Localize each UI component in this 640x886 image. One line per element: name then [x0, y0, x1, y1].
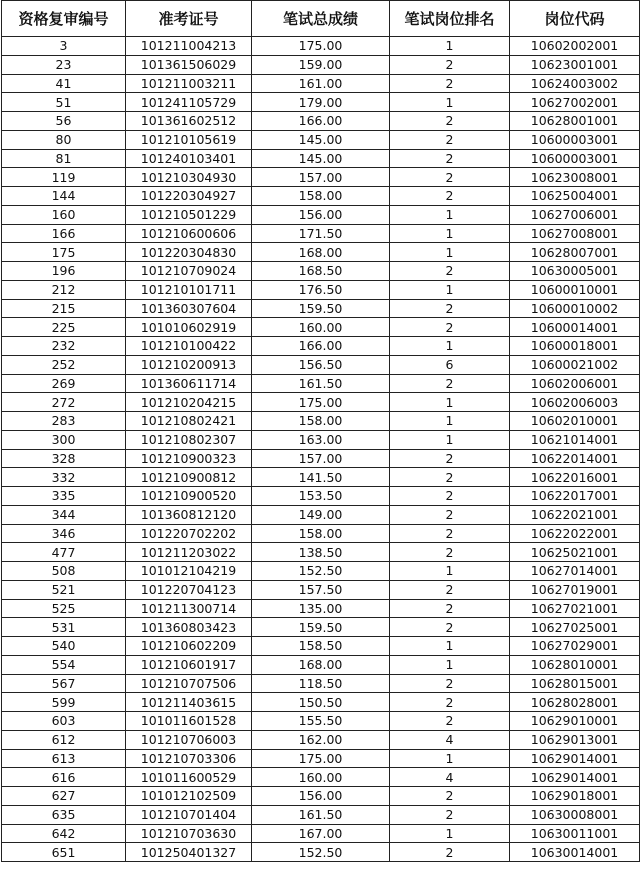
table-row — [2, 674, 640, 693]
cell-total-score: 160.00 — [252, 318, 390, 337]
cell-position-rank: 2 — [390, 262, 510, 281]
table-row — [2, 168, 640, 187]
cell-admission-ticket: 101361506029 — [126, 55, 252, 74]
cell-position-rank: 2 — [390, 505, 510, 524]
cell-position-rank: 2 — [390, 487, 510, 506]
cell-position-code: 10628028001 — [510, 693, 640, 712]
cell-admission-ticket: 101210600606 — [126, 224, 252, 243]
cell-review-number: 215 — [2, 299, 126, 318]
cell-admission-ticket: 101210200913 — [126, 355, 252, 374]
table-row — [2, 843, 640, 862]
cell-total-score: 158.50 — [252, 637, 390, 656]
cell-admission-ticket: 101210602209 — [126, 637, 252, 656]
cell-position-rank: 2 — [390, 787, 510, 806]
cell-position-rank: 2 — [390, 618, 510, 637]
cell-position-rank: 1 — [390, 337, 510, 356]
cell-position-rank: 2 — [390, 805, 510, 824]
cell-admission-ticket: 101211203022 — [126, 543, 252, 562]
cell-total-score: 175.00 — [252, 393, 390, 412]
cell-position-rank: 2 — [390, 843, 510, 862]
cell-position-code: 10624003002 — [510, 74, 640, 93]
table-row — [2, 468, 640, 487]
cell-review-number: 300 — [2, 430, 126, 449]
table-row — [2, 637, 640, 656]
cell-admission-ticket: 101240103401 — [126, 149, 252, 168]
cell-total-score: 153.50 — [252, 487, 390, 506]
table-row — [2, 599, 640, 618]
cell-review-number: 603 — [2, 712, 126, 731]
cell-position-code: 10622016001 — [510, 468, 640, 487]
cell-total-score: 163.00 — [252, 430, 390, 449]
table-row — [2, 787, 640, 806]
cell-admission-ticket: 101010602919 — [126, 318, 252, 337]
table-row — [2, 149, 640, 168]
cell-review-number: 344 — [2, 505, 126, 524]
table-row — [2, 318, 640, 337]
cell-position-rank: 1 — [390, 243, 510, 262]
cell-position-rank: 2 — [390, 449, 510, 468]
cell-review-number: 613 — [2, 749, 126, 768]
cell-admission-ticket: 101210703306 — [126, 749, 252, 768]
cell-admission-ticket: 101220304927 — [126, 187, 252, 206]
cell-position-rank: 1 — [390, 37, 510, 56]
cell-review-number: 521 — [2, 580, 126, 599]
cell-position-code: 10629014001 — [510, 749, 640, 768]
cell-total-score: 160.00 — [252, 768, 390, 787]
cell-admission-ticket: 101220304830 — [126, 243, 252, 262]
cell-position-rank: 2 — [390, 599, 510, 618]
cell-admission-ticket: 101210802307 — [126, 430, 252, 449]
header-position-code: 岗位代码 — [510, 1, 640, 37]
cell-total-score: 157.00 — [252, 168, 390, 187]
table-row — [2, 112, 640, 131]
cell-review-number: 599 — [2, 693, 126, 712]
cell-admission-ticket: 101360611714 — [126, 374, 252, 393]
cell-position-code: 10627002001 — [510, 93, 640, 112]
cell-position-rank: 2 — [390, 524, 510, 543]
cell-position-rank: 2 — [390, 374, 510, 393]
cell-admission-ticket: 101210703630 — [126, 824, 252, 843]
cell-position-rank: 2 — [390, 468, 510, 487]
cell-admission-ticket: 101012104219 — [126, 562, 252, 581]
cell-position-code: 10628010001 — [510, 655, 640, 674]
cell-total-score: 168.00 — [252, 243, 390, 262]
cell-position-code: 10629010001 — [510, 712, 640, 731]
cell-admission-ticket: 101211403615 — [126, 693, 252, 712]
cell-review-number: 269 — [2, 374, 126, 393]
cell-position-code: 10602006001 — [510, 374, 640, 393]
cell-total-score: 152.50 — [252, 562, 390, 581]
table-row — [2, 824, 640, 843]
cell-position-rank: 2 — [390, 55, 510, 74]
cell-admission-ticket: 101210501229 — [126, 205, 252, 224]
cell-position-code: 10627014001 — [510, 562, 640, 581]
cell-position-rank: 2 — [390, 149, 510, 168]
cell-position-rank: 2 — [390, 112, 510, 131]
cell-review-number: 56 — [2, 112, 126, 131]
cell-position-code: 10602002001 — [510, 37, 640, 56]
cell-admission-ticket: 101220704123 — [126, 580, 252, 599]
header-admission-ticket: 准考证号 — [126, 1, 252, 37]
cell-total-score: 162.00 — [252, 730, 390, 749]
cell-position-code: 10600003001 — [510, 149, 640, 168]
cell-admission-ticket: 101211004213 — [126, 37, 252, 56]
cell-review-number: 166 — [2, 224, 126, 243]
table-row — [2, 618, 640, 637]
table-row — [2, 205, 640, 224]
table-row — [2, 449, 640, 468]
cell-admission-ticket: 101250401327 — [126, 843, 252, 862]
cell-review-number: 81 — [2, 149, 126, 168]
cell-position-code: 10625021001 — [510, 543, 640, 562]
cell-position-rank: 2 — [390, 543, 510, 562]
cell-admission-ticket: 101012102509 — [126, 787, 252, 806]
exam-results-table — [1, 0, 640, 862]
cell-review-number: 567 — [2, 674, 126, 693]
cell-admission-ticket: 101211003211 — [126, 74, 252, 93]
table-row — [2, 224, 640, 243]
table-row — [2, 243, 640, 262]
cell-review-number: 119 — [2, 168, 126, 187]
cell-admission-ticket: 101360803423 — [126, 618, 252, 637]
table-row — [2, 749, 640, 768]
cell-position-code: 10623008001 — [510, 168, 640, 187]
table-row — [2, 262, 640, 281]
cell-position-code: 10629018001 — [510, 787, 640, 806]
cell-total-score: 150.50 — [252, 693, 390, 712]
cell-review-number: 272 — [2, 393, 126, 412]
cell-total-score: 168.50 — [252, 262, 390, 281]
cell-admission-ticket: 101210706003 — [126, 730, 252, 749]
cell-review-number: 508 — [2, 562, 126, 581]
cell-total-score: 158.00 — [252, 412, 390, 431]
cell-admission-ticket: 101210900323 — [126, 449, 252, 468]
cell-position-code: 10628001001 — [510, 112, 640, 131]
table-row — [2, 655, 640, 674]
cell-total-score: 156.00 — [252, 205, 390, 224]
cell-position-rank: 2 — [390, 580, 510, 599]
cell-admission-ticket: 101210802421 — [126, 412, 252, 431]
cell-admission-ticket: 101011600529 — [126, 768, 252, 787]
table-row — [2, 74, 640, 93]
cell-admission-ticket: 101211300714 — [126, 599, 252, 618]
cell-position-rank: 2 — [390, 130, 510, 149]
cell-position-rank: 2 — [390, 693, 510, 712]
header-row — [2, 1, 640, 37]
cell-total-score: 167.00 — [252, 824, 390, 843]
table-row — [2, 412, 640, 431]
cell-admission-ticket: 101361602512 — [126, 112, 252, 131]
cell-total-score: 159.00 — [252, 55, 390, 74]
cell-position-rank: 1 — [390, 205, 510, 224]
cell-review-number: 41 — [2, 74, 126, 93]
cell-review-number: 328 — [2, 449, 126, 468]
cell-review-number: 23 — [2, 55, 126, 74]
table-row — [2, 693, 640, 712]
cell-position-code: 10600018001 — [510, 337, 640, 356]
cell-position-rank: 1 — [390, 224, 510, 243]
cell-review-number: 477 — [2, 543, 126, 562]
cell-total-score: 159.50 — [252, 299, 390, 318]
cell-position-rank: 4 — [390, 768, 510, 787]
table-row — [2, 524, 640, 543]
cell-admission-ticket: 101360307604 — [126, 299, 252, 318]
cell-admission-ticket: 101210204215 — [126, 393, 252, 412]
table-row — [2, 505, 640, 524]
cell-total-score: 145.00 — [252, 130, 390, 149]
cell-total-score: 168.00 — [252, 655, 390, 674]
cell-review-number: 540 — [2, 637, 126, 656]
cell-admission-ticket: 101210105619 — [126, 130, 252, 149]
cell-review-number: 175 — [2, 243, 126, 262]
cell-total-score: 166.00 — [252, 337, 390, 356]
cell-admission-ticket: 101210701404 — [126, 805, 252, 824]
cell-total-score: 118.50 — [252, 674, 390, 693]
cell-total-score: 149.00 — [252, 505, 390, 524]
cell-position-code: 10625004001 — [510, 187, 640, 206]
cell-position-rank: 2 — [390, 187, 510, 206]
cell-admission-ticket: 101210900812 — [126, 468, 252, 487]
cell-total-score: 157.00 — [252, 449, 390, 468]
table-row — [2, 374, 640, 393]
table-row — [2, 130, 640, 149]
table-row — [2, 337, 640, 356]
cell-review-number: 232 — [2, 337, 126, 356]
table-row — [2, 768, 640, 787]
table-row — [2, 93, 640, 112]
cell-admission-ticket: 101360812120 — [126, 505, 252, 524]
cell-review-number: 335 — [2, 487, 126, 506]
cell-position-code: 10627025001 — [510, 618, 640, 637]
cell-total-score: 156.50 — [252, 355, 390, 374]
cell-total-score: 161.50 — [252, 374, 390, 393]
cell-review-number: 51 — [2, 93, 126, 112]
cell-position-code: 10600021002 — [510, 355, 640, 374]
cell-position-code: 10627019001 — [510, 580, 640, 599]
cell-position-code: 10627029001 — [510, 637, 640, 656]
cell-review-number: 144 — [2, 187, 126, 206]
table-row — [2, 187, 640, 206]
cell-admission-ticket: 101210100422 — [126, 337, 252, 356]
cell-review-number: 3 — [2, 37, 126, 56]
table-row — [2, 355, 640, 374]
cell-review-number: 160 — [2, 205, 126, 224]
cell-review-number: 642 — [2, 824, 126, 843]
cell-position-rank: 2 — [390, 674, 510, 693]
cell-position-code: 10621014001 — [510, 430, 640, 449]
cell-position-rank: 1 — [390, 655, 510, 674]
cell-review-number: 332 — [2, 468, 126, 487]
cell-total-score: 141.50 — [252, 468, 390, 487]
cell-position-code: 10630008001 — [510, 805, 640, 824]
cell-position-code: 10630005001 — [510, 262, 640, 281]
cell-review-number: 531 — [2, 618, 126, 637]
cell-position-rank: 2 — [390, 318, 510, 337]
cell-total-score: 155.50 — [252, 712, 390, 731]
cell-total-score: 175.00 — [252, 749, 390, 768]
cell-review-number: 80 — [2, 130, 126, 149]
cell-position-code: 10627008001 — [510, 224, 640, 243]
cell-total-score: 157.50 — [252, 580, 390, 599]
cell-position-rank: 1 — [390, 280, 510, 299]
cell-admission-ticket: 101220702202 — [126, 524, 252, 543]
cell-position-code: 10623001001 — [510, 55, 640, 74]
cell-review-number: 554 — [2, 655, 126, 674]
cell-review-number: 627 — [2, 787, 126, 806]
cell-position-rank: 6 — [390, 355, 510, 374]
cell-admission-ticket: 101210707506 — [126, 674, 252, 693]
cell-review-number: 196 — [2, 262, 126, 281]
cell-position-code: 10629013001 — [510, 730, 640, 749]
table-body — [2, 37, 640, 862]
table-row — [2, 55, 640, 74]
cell-position-code: 10630011001 — [510, 824, 640, 843]
table-row — [2, 580, 640, 599]
header-review-number: 资格复审编号 — [2, 1, 126, 37]
cell-total-score: 135.00 — [252, 599, 390, 618]
cell-admission-ticket: 101241105729 — [126, 93, 252, 112]
cell-position-rank: 2 — [390, 712, 510, 731]
cell-position-code: 10622014001 — [510, 449, 640, 468]
cell-review-number: 525 — [2, 599, 126, 618]
cell-position-rank: 1 — [390, 393, 510, 412]
table-row — [2, 37, 640, 56]
cell-admission-ticket: 101210101711 — [126, 280, 252, 299]
cell-review-number: 612 — [2, 730, 126, 749]
cell-total-score: 145.00 — [252, 149, 390, 168]
table-row — [2, 730, 640, 749]
cell-total-score: 138.50 — [252, 543, 390, 562]
cell-position-code: 10629014001 — [510, 768, 640, 787]
cell-admission-ticket: 101210900520 — [126, 487, 252, 506]
cell-position-rank: 1 — [390, 824, 510, 843]
cell-total-score: 158.00 — [252, 187, 390, 206]
cell-review-number: 346 — [2, 524, 126, 543]
cell-position-rank: 1 — [390, 749, 510, 768]
cell-total-score: 179.00 — [252, 93, 390, 112]
cell-total-score: 152.50 — [252, 843, 390, 862]
cell-total-score: 176.50 — [252, 280, 390, 299]
cell-position-code: 10627021001 — [510, 599, 640, 618]
cell-total-score: 159.50 — [252, 618, 390, 637]
cell-position-rank: 4 — [390, 730, 510, 749]
cell-review-number: 283 — [2, 412, 126, 431]
table-row — [2, 805, 640, 824]
cell-total-score: 156.00 — [252, 787, 390, 806]
cell-position-rank: 1 — [390, 637, 510, 656]
cell-position-code: 10622022001 — [510, 524, 640, 543]
cell-total-score: 158.00 — [252, 524, 390, 543]
cell-position-code: 10600003001 — [510, 130, 640, 149]
cell-position-code: 10600010001 — [510, 280, 640, 299]
cell-position-code: 10622021001 — [510, 505, 640, 524]
cell-total-score: 166.00 — [252, 112, 390, 131]
table-row — [2, 543, 640, 562]
cell-review-number: 616 — [2, 768, 126, 787]
header-total-score: 笔试总成绩 — [252, 1, 390, 37]
cell-total-score: 161.50 — [252, 805, 390, 824]
table-row — [2, 393, 640, 412]
cell-position-rank: 1 — [390, 93, 510, 112]
table-row — [2, 712, 640, 731]
cell-position-code: 10600010002 — [510, 299, 640, 318]
table-row — [2, 299, 640, 318]
cell-position-rank: 2 — [390, 74, 510, 93]
table-row — [2, 562, 640, 581]
cell-review-number: 635 — [2, 805, 126, 824]
cell-position-code: 10627006001 — [510, 205, 640, 224]
cell-position-code: 10600014001 — [510, 318, 640, 337]
table-row — [2, 280, 640, 299]
cell-total-score: 175.00 — [252, 37, 390, 56]
cell-position-rank: 2 — [390, 168, 510, 187]
cell-total-score: 171.50 — [252, 224, 390, 243]
cell-review-number: 212 — [2, 280, 126, 299]
cell-admission-ticket: 101011601528 — [126, 712, 252, 731]
cell-review-number: 252 — [2, 355, 126, 374]
cell-review-number: 651 — [2, 843, 126, 862]
table-row — [2, 487, 640, 506]
cell-position-code: 10602006003 — [510, 393, 640, 412]
cell-position-rank: 1 — [390, 430, 510, 449]
cell-position-code: 10622017001 — [510, 487, 640, 506]
cell-position-rank: 2 — [390, 299, 510, 318]
cell-admission-ticket: 101210304930 — [126, 168, 252, 187]
cell-review-number: 225 — [2, 318, 126, 337]
cell-admission-ticket: 101210601917 — [126, 655, 252, 674]
cell-total-score: 161.00 — [252, 74, 390, 93]
cell-position-code: 10628015001 — [510, 674, 640, 693]
cell-position-code: 10630014001 — [510, 843, 640, 862]
cell-admission-ticket: 101210709024 — [126, 262, 252, 281]
cell-position-rank: 1 — [390, 562, 510, 581]
cell-position-rank: 1 — [390, 412, 510, 431]
cell-position-code: 10602010001 — [510, 412, 640, 431]
cell-position-code: 10628007001 — [510, 243, 640, 262]
table-row — [2, 430, 640, 449]
header-position-rank: 笔试岗位排名 — [390, 1, 510, 37]
